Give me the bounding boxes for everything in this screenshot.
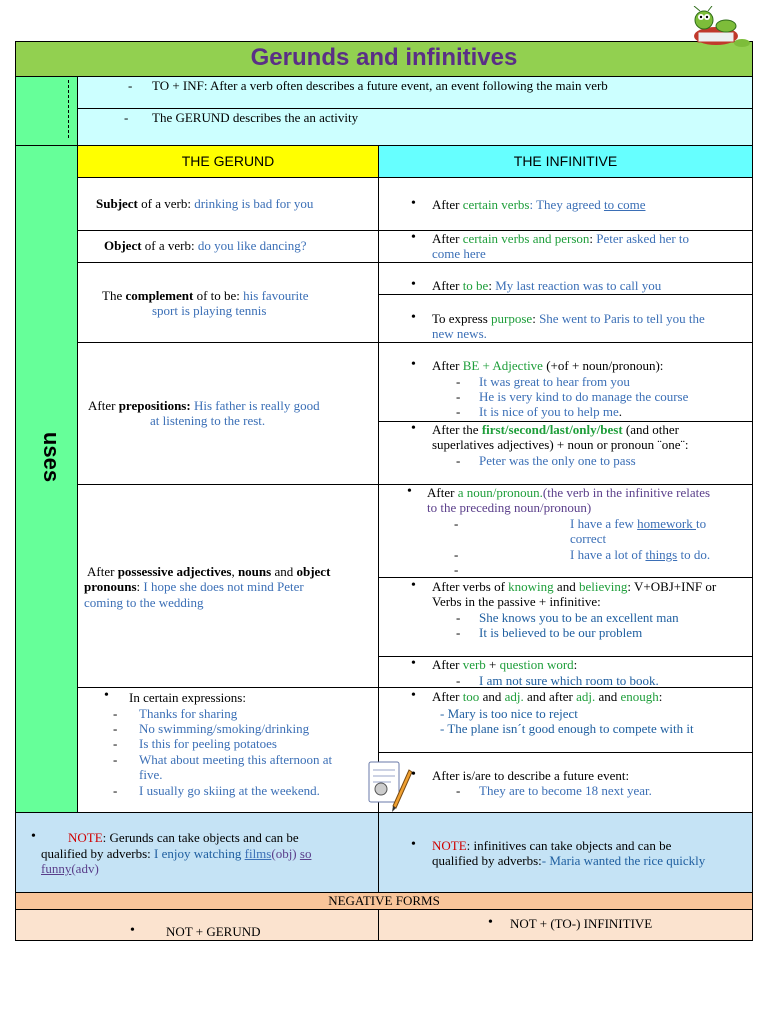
gerund-note-1: NOTE: Gerunds can take objects and can be [68, 830, 299, 845]
dash: - [456, 673, 461, 688]
bullet: • [411, 767, 416, 782]
dash: - [456, 374, 461, 389]
expression-item: I usually go skiing at the weekend. [139, 783, 320, 798]
bullet: • [104, 688, 109, 703]
inf-future-example: They are to become 18 next year. [479, 783, 652, 798]
inf-future-event: After is/are to describe a future event: [432, 768, 630, 783]
inf-too-enough: After too and adj. and after adj. and enough: [432, 689, 663, 704]
expression-item: Is this for peeling potatoes [139, 736, 277, 751]
inf-noun-2: to the preceding noun/pronoun) [427, 500, 592, 515]
bullet: • [130, 923, 135, 938]
expression-item: Thanks for sharing [139, 706, 238, 721]
inf-knowing-1: After verbs of knowing and believing: V+OBJ+INF or [432, 579, 717, 594]
dash: - [113, 736, 118, 751]
bullet: • [411, 357, 416, 372]
gerund-possessive-1: After possessive adjectives, nouns and object [87, 564, 331, 579]
gerund-header-label: THE GERUND [181, 153, 275, 169]
gerund-note-2: qualified by adverbs: I enjoy watching films(obj) so [41, 846, 312, 861]
page-title: Gerunds and infinitives [250, 44, 518, 71]
inf-verbs-person-1: After certain verbs and person: Peter asked her to [432, 231, 690, 246]
inf-noun-example-1: I have a few homework to [570, 516, 707, 531]
inf-too-example: - Mary is too nice to reject [440, 706, 578, 721]
bullet: • [411, 230, 416, 245]
bullet: • [488, 915, 493, 930]
inf-superlatives-1: After the first/second/last/only/best (and other [432, 422, 679, 437]
intro-dash-1: - [128, 78, 133, 93]
expression-item: What about meeting this afternoon at [139, 752, 333, 767]
bullet: • [411, 277, 416, 292]
dash: - [113, 721, 118, 736]
dash: - [113, 783, 118, 798]
gerund-possessive-2: pronouns: I hope she does not mind Peter [84, 579, 304, 594]
inf-knowing-example: It is believed to be our problem [479, 625, 643, 640]
intro-line-1: TO + INF: After a verb often describes a future event, an event following the main verb [152, 78, 608, 93]
infinitive-note-2: qualified by adverbs:- Maria wanted the rice quickly [432, 853, 706, 868]
intro-dash-2: - [124, 110, 129, 125]
dash: - [113, 706, 118, 721]
gerund-note-3: funny(adv) [41, 861, 99, 876]
inf-noun-example-1b: correct [570, 531, 607, 546]
gerund-prepositions-1: After prepositions: His father is really good [88, 398, 320, 413]
gerund-object: Object of a verb: do you like dancing? [104, 238, 307, 253]
infinitive-header-label: THE INFINITIVE [513, 153, 618, 169]
inf-superlatives-example: Peter was the only one to pass [479, 453, 636, 468]
inf-be-adj-example: He is very kind to do manage the course [479, 389, 689, 404]
inf-question-word: After verb + question word: [432, 657, 578, 672]
gerund-prepositions-2: at listening to the rest. [150, 413, 266, 428]
gerund-possessive-3: coming to the wedding [84, 595, 204, 610]
inf-too-example: - The plane isn´t good enough to compete with it [440, 721, 694, 736]
bullet: • [411, 310, 416, 325]
bullet: • [411, 578, 416, 593]
dash: - [456, 783, 461, 798]
bullet: • [411, 196, 416, 211]
inf-purpose-1: To express purpose: She went to Paris to tell you the [432, 311, 705, 326]
bullet: • [31, 829, 36, 844]
gerund-complement-1: The complement of to be: his favourite [102, 288, 309, 303]
negative-infinitive: NOT + (TO-) INFINITIVE [510, 916, 653, 931]
inf-verbs-person-2: come here [432, 246, 486, 261]
inf-be-adjective: After BE + Adjective (+of + noun/pronoun): [432, 358, 664, 373]
dash: - [456, 453, 461, 468]
dash: - [454, 516, 459, 531]
expression-item: No swimming/smoking/drinking [139, 721, 310, 736]
gerund-subject: Subject of a verb: drinking is bad for you [96, 196, 314, 211]
inf-noun-example-2: I have a lot of things to do. [570, 547, 711, 562]
notebook-pencil-icon [365, 756, 413, 814]
inf-question-example: I am not sure which room to book. [479, 673, 659, 688]
inf-purpose-2: new news. [432, 326, 487, 341]
inf-knowing-example: She knows you to be an excellent man [479, 610, 679, 625]
bullet: • [411, 421, 416, 436]
bullet: • [411, 688, 416, 703]
bug-reading-icon [676, 6, 754, 52]
expression-item: five. [139, 767, 163, 782]
intro-side-marks [68, 80, 70, 138]
gerund-complement-2: sport is playing tennis [152, 303, 267, 318]
inf-be-adj-example: It was great to hear from you [479, 374, 630, 389]
negative-title: NEGATIVE FORMS [328, 893, 440, 908]
inf-be-adj-example-3: It is nice of you to help me. [479, 404, 622, 419]
inf-knowing-2: Verbs in the passive + infinitive: [432, 594, 601, 609]
dash: - [456, 404, 461, 419]
gerund-expressions-title: In certain expressions: [129, 690, 246, 705]
dash: - [456, 625, 461, 640]
inf-noun-1: After a noun/pronoun.(the verb in the infinitive relates [427, 485, 711, 500]
dash: - [456, 610, 461, 625]
inf-superlatives-2: superlatives adjectives) + noun or pronoun ¨one¨: [432, 437, 689, 452]
negative-gerund: NOT + GERUND [166, 924, 261, 939]
dash: - [456, 389, 461, 404]
dash: - [113, 752, 118, 767]
uses-label: uses [39, 431, 64, 483]
bullet: • [411, 656, 416, 671]
inf-certain-verbs: After certain verbs: They agreed to come [432, 197, 646, 212]
bullet: • [407, 484, 412, 499]
dash: - [454, 562, 459, 577]
intro-line-2: The GERUND describes the an activity [152, 110, 359, 125]
inf-to-be: After to be: My last reaction was to call you [432, 278, 662, 293]
bullet: • [411, 837, 416, 852]
infinitive-note-1: NOTE: infinitives can take objects and can be [432, 838, 672, 853]
dash: - [454, 547, 459, 562]
